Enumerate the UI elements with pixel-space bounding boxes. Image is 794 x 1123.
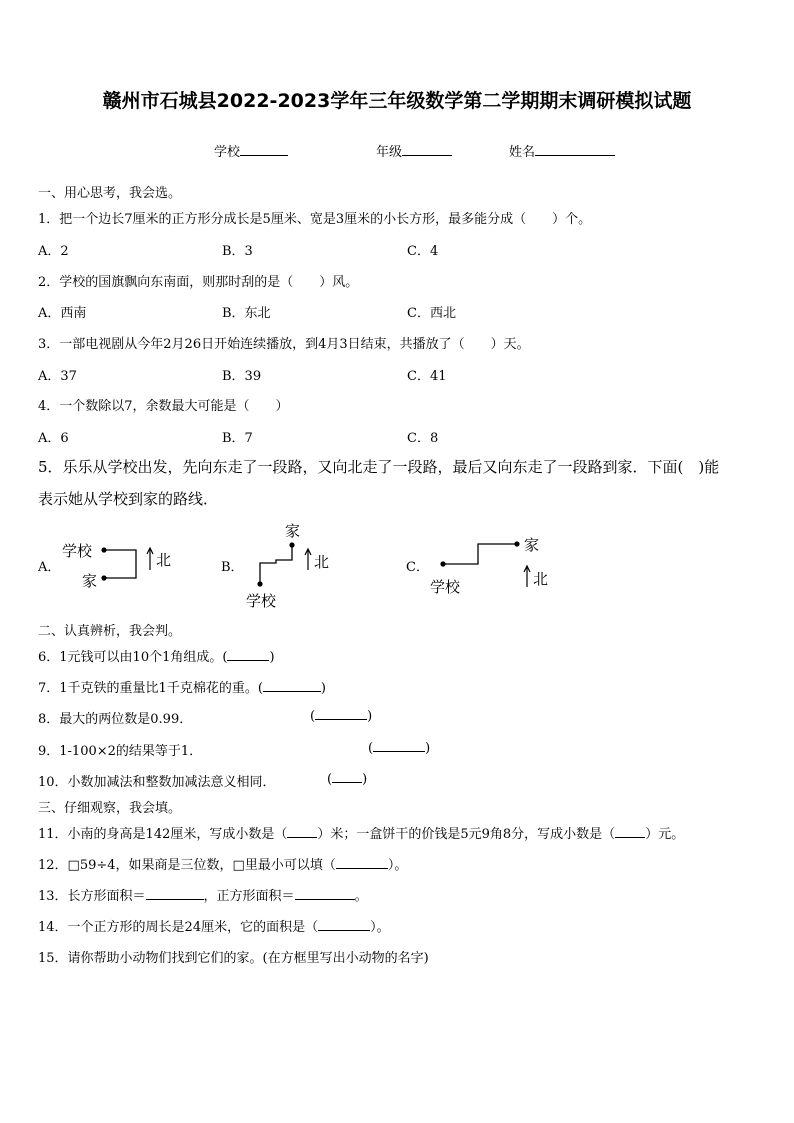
q5-c-north-label: 北 [533,570,549,588]
q5-c-home-label: 家 [524,536,540,554]
q7-close: ) [320,681,326,696]
question-5-line-1: 5．乐乐从学校出发，先向东走了一段路，又向北走了一段路，最后又向东走了一段路到家．下面( )能 [38,458,720,476]
question-12 [38,854,407,873]
question-9 [38,740,202,759]
q5-b-north-label: 北 [314,553,330,571]
q9-answer-blank[interactable] [373,740,425,752]
q14-close: ）。 [370,920,390,935]
q3-option-b[interactable]: B．39 [222,369,262,384]
question-15: 15．请你帮助小动物们找到它们的家。(在方框里写出小动物的名字) [38,951,429,966]
q10-close: ) [362,772,368,787]
q11-answer-blank-1[interactable] [287,826,317,838]
q8-answer[interactable] [310,708,372,724]
q2-option-a[interactable]: A．西南 [38,306,87,321]
q13-text-1: 13．长方形面积＝ [38,889,146,904]
q14-answer-blank[interactable] [318,919,370,931]
q5-option-b[interactable]: B． [221,560,244,575]
q5-option-a[interactable]: A． [38,560,61,575]
section-2-heading: 二、认真辨析，我会判。 [38,624,182,639]
q3-option-a[interactable]: A．37 [38,369,77,384]
section-3-heading: 三、仔细观察，我会填。 [38,801,182,816]
q10-answer[interactable] [327,771,367,787]
q7-answer-blank[interactable] [263,680,321,692]
q5-option-c[interactable]: C． [406,560,429,575]
q8-close: ) [367,709,373,724]
q10-text: 10．小数加减法和整数加减法意义相同． [38,775,276,790]
q6-close: ) [269,650,275,665]
question-5-line-2: 表示她从学校到家的路线． [38,490,219,508]
q11-answer-blank-2[interactable] [615,826,645,838]
q9-answer[interactable] [368,740,430,756]
q13-text-2: ，正方形面积＝ [203,889,295,904]
question-3: 3．一部电视剧从今年2月26日开始连续播放，到4月3日结束，共播放了（ ）天。 [38,337,530,352]
q1-option-c[interactable]: C．4 [407,244,439,259]
q13-answer-blank-1[interactable] [146,888,204,900]
q10-open: ( [327,772,333,787]
q11-text-1: 11．小南的身高是142厘米，写成小数是（ [38,827,288,842]
q8-answer-blank[interactable] [315,708,367,720]
q12-answer-blank[interactable] [336,857,388,869]
question-13 [38,885,368,904]
q4-option-c[interactable]: C．8 [407,431,439,446]
q5-c-school-label: 学校 [430,578,461,596]
q14-text: 14．一个正方形的周长是24厘米，它的面积是（ [38,920,319,935]
q8-text: 8．最大的两位数是0.99． [38,712,193,727]
q3-option-c[interactable]: C．41 [407,369,447,384]
question-7 [38,677,326,696]
q5-a-north-label: 北 [156,551,172,569]
q2-option-b[interactable]: B．东北 [222,306,271,321]
page-title: 赣州市石城县2022-2023学年三年级数学第二学期期末调研模拟试题 [102,90,692,112]
q10-answer-blank[interactable] [332,771,362,783]
q4-option-a[interactable]: A．6 [38,431,69,446]
q4-option-b[interactable]: B．7 [222,431,253,446]
q12-text: 12．□59÷4，如果商是三位数，□里最小可以填（ [38,858,336,873]
q1-option-b[interactable]: B．3 [222,244,253,259]
q2-option-c[interactable]: C．西北 [407,306,456,321]
question-6 [38,646,275,665]
question-2: 2．学校的国旗飘向东南面，则那时刮的是（ ）风。 [38,275,359,290]
q9-text: 9．1-100×2的结果等于1． [38,744,203,759]
question-14 [38,916,390,935]
question-11 [38,823,684,842]
question-4: 4．一个数除以7，余数最大可能是（ ） [38,399,289,414]
q9-close: ) [425,741,431,756]
grade-label: 年级 [376,145,403,160]
q13-text-3: 。 [354,889,368,904]
q5-b-home-label: 家 [285,522,301,540]
q5-a-school-label: 学校 [62,542,93,560]
question-1: 1．把一个边长7厘米的正方形分成长是5厘米、宽是3厘米的小长方形，最多能分成（ ）个。 [38,212,592,227]
q6-text: 6．1元钱可以由10个1角组成。( [38,650,228,665]
q5-b-school-label: 学校 [246,592,277,610]
name-label: 姓名 [509,145,536,160]
q9-open: ( [368,741,374,756]
question-10 [38,771,276,790]
q8-open: ( [310,709,316,724]
school-label: 学校 [214,145,241,160]
question-8 [38,708,192,727]
q7-text: 7．1千克铁的重量比1千克棉花的重。( [38,681,263,696]
q11-text-2: ）米；一盒饼干的价钱是5元9角8分，写成小数是（ [317,827,616,842]
q12-close: ）。 [387,858,408,873]
section-1-heading: 一、用心思考，我会选。 [38,186,182,201]
q11-text-3: ）元。 [645,827,685,842]
q5-a-home-label: 家 [82,572,98,590]
q1-option-a[interactable]: A．2 [38,244,69,259]
q13-answer-blank-2[interactable] [295,888,355,900]
q6-answer-blank[interactable] [227,649,269,661]
